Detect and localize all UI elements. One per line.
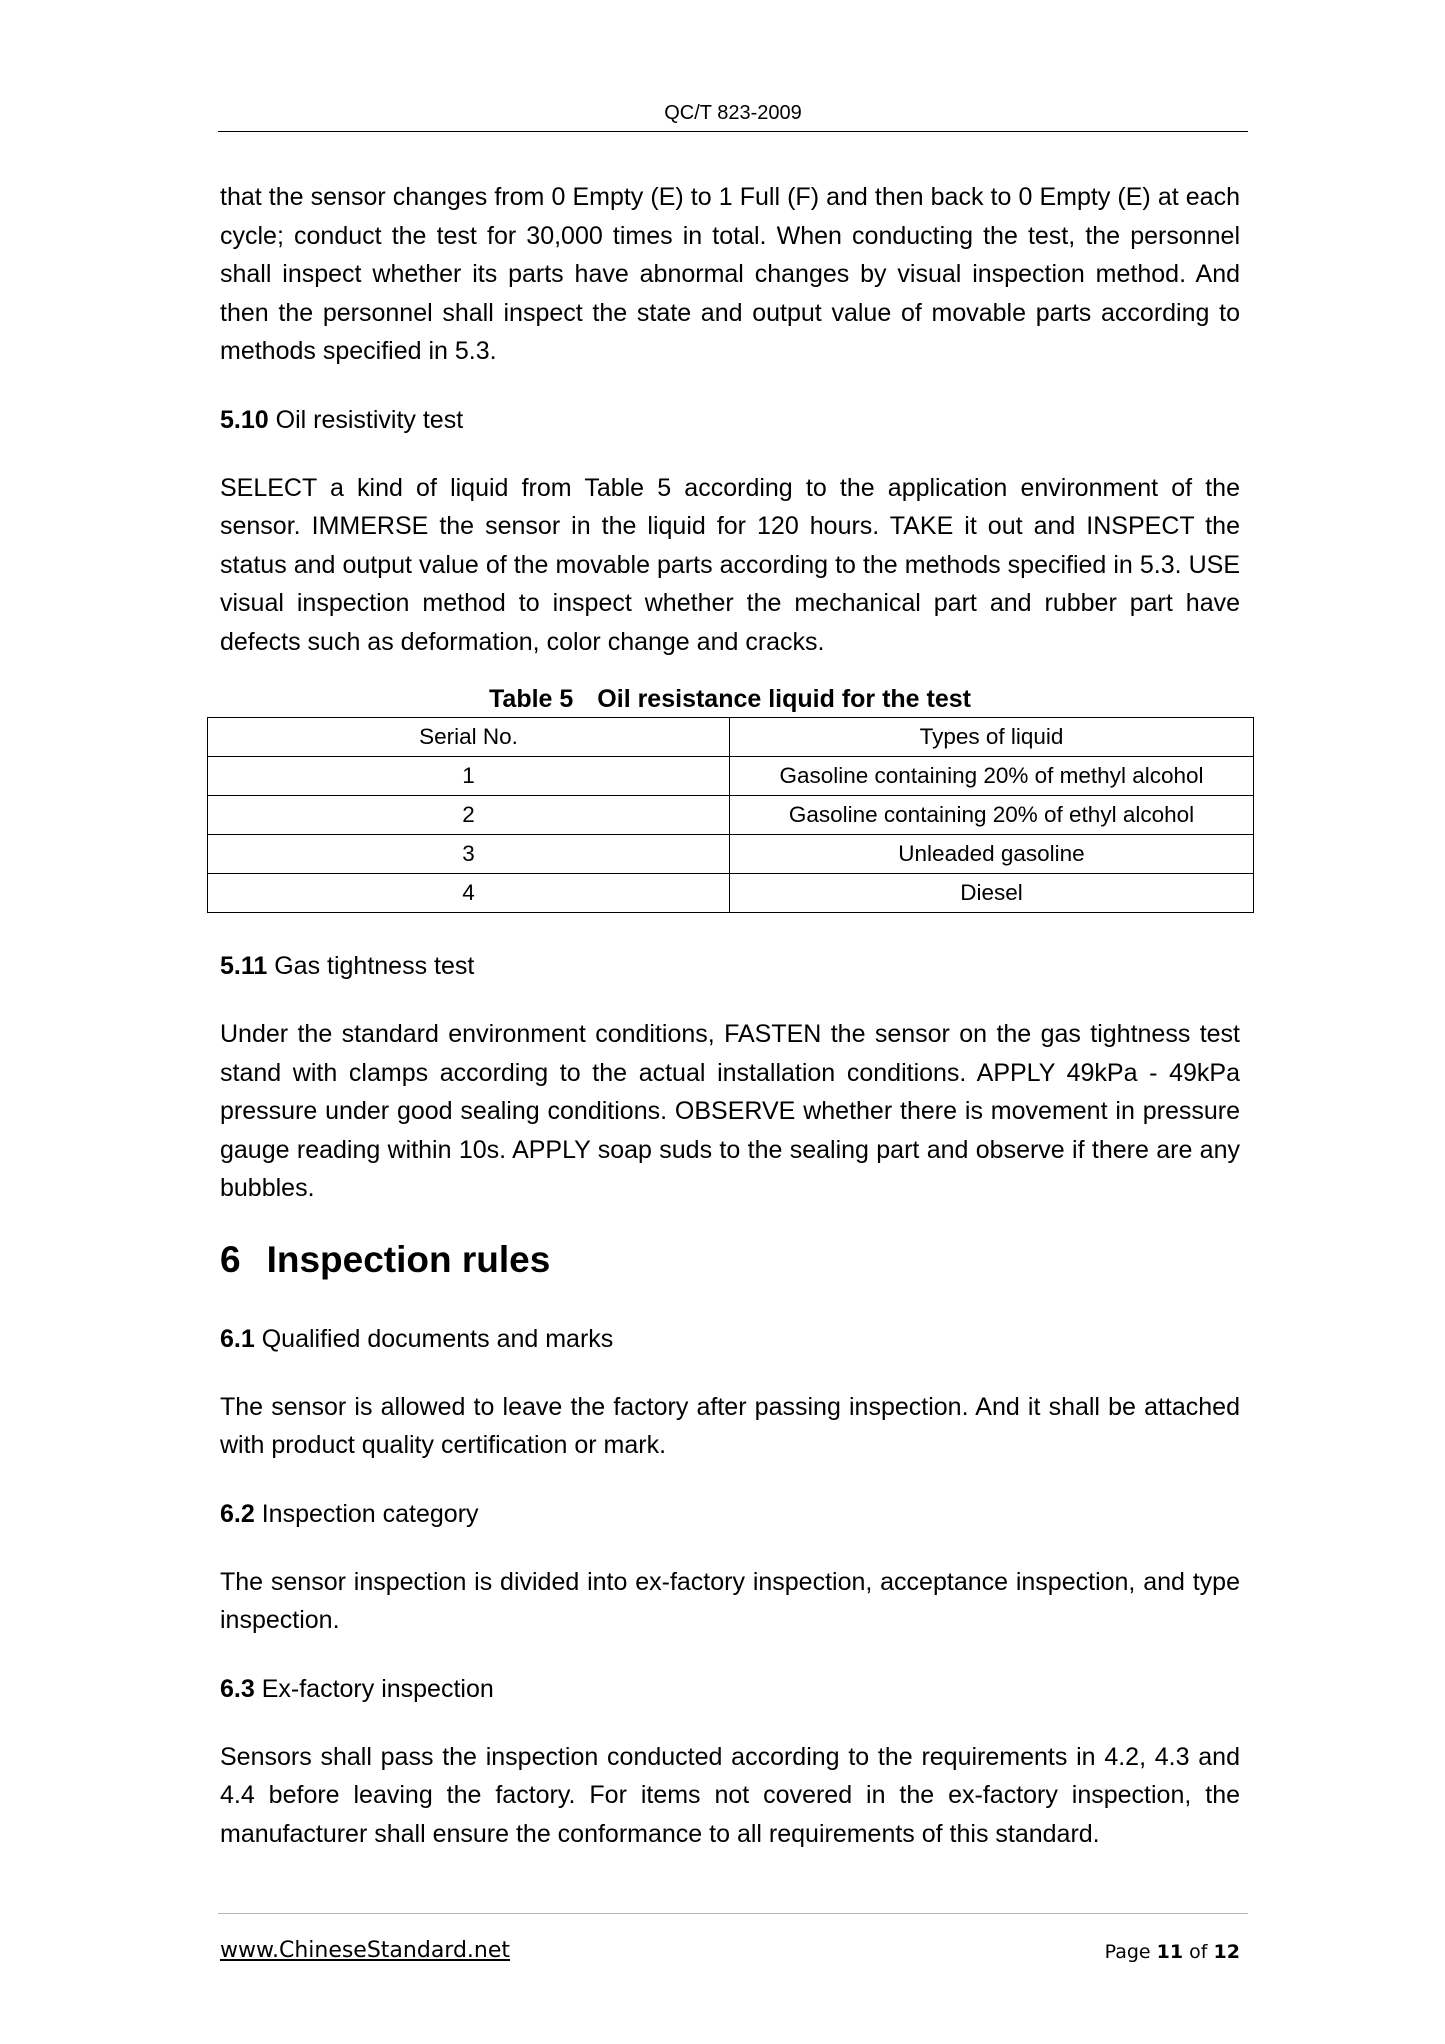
section-5-11-heading: [220, 947, 1240, 985]
liquid-cell: Unleaded gasoline: [730, 835, 1254, 874]
column-header-liquid: Types of liquid: [730, 718, 1254, 757]
chapter-title: Inspection rules: [266, 1238, 551, 1280]
document-code: QC/T 823-2009: [664, 102, 802, 124]
section-6-2-body: The sensor inspection is divided into ex-factory inspection, acceptance inspection, and type inspection.: [220, 1567, 1240, 1634]
oil-resistance-table: [207, 717, 1254, 913]
section-5-10-heading: [220, 401, 1240, 439]
serial-cell: 3: [208, 835, 730, 874]
section-5-11-body: Under the standard environment conditions, FASTEN the sensor on the gas tightness test stand with clamps according to the actual installation conditions. APPLY 49kPa - 49kPa pressure under good sealing conditions. OBSERVE whether there is movement in pressure gauge reading within 10s. APPLY soap suds to the sealing part and observe if there are any bubbles.: [220, 1020, 1240, 1202]
section-number: 5.10: [220, 405, 269, 434]
section-6-2-heading: [220, 1495, 1240, 1533]
section-5-10-body: SELECT a kind of liquid from Table 5 according to the application environment of the sensor. IMMERSE the sensor in the liquid for 120 hours. TAKE it out and INSPECT the status and output value of the movable parts according to the methods specified in 5.3. USE visual inspection method to inspect whether the mechanical part and rubber part have defects such as deformation, color change and cracks.: [220, 473, 1240, 656]
table-row: [208, 874, 1254, 913]
table-header-row: [208, 718, 1254, 757]
page-indicator: [1105, 1940, 1240, 1964]
chapter-number: 6: [220, 1238, 241, 1280]
website-link[interactable]: www.ChineseStandard.net: [220, 1938, 511, 1963]
section-number: 5.11: [220, 952, 268, 980]
section-6-3-heading: [220, 1670, 1240, 1708]
section-number: 6.3: [220, 1674, 255, 1703]
liquid-cell: Gasoline containing 20% of ethyl alcohol: [730, 796, 1254, 835]
section-number: 6.2: [220, 1499, 255, 1528]
serial-cell: 4: [208, 874, 730, 913]
section-6-1-heading: [220, 1320, 1240, 1358]
liquid-cell: Gasoline containing 20% of methyl alcohol: [730, 757, 1254, 796]
chapter-6-heading: [220, 1238, 1240, 1282]
intro-paragraph: that the sensor changes from 0 Empty (E) to 1 Full (F) and then back to 0 Empty (E) at each cycle; conduct the test for 30,000 times in total. When conducting the test, the personnel shall inspect whether its parts have abnormal changes by visual inspection method. And then the personnel shall inspect the state and output value of movable parts according to methods specified in 5.3.: [220, 183, 1240, 365]
serial-cell: 1: [208, 757, 730, 796]
table-row: [208, 757, 1254, 796]
section-title: Qualified documents and marks: [261, 1324, 614, 1353]
table-title: Oil resistance liquid for the test: [597, 685, 971, 713]
section-6-3-body: Sensors shall pass the inspection conducted according to the requirements in 4.2, 4.3 and 4.4 before leaving the factory. For items not covered in the ex-factory inspection, the manufacturer shall ensure the conformance to all requirements of this standard.: [220, 1742, 1240, 1848]
table-row: [208, 835, 1254, 874]
page-total: 12: [1213, 1941, 1240, 1963]
section-title: Ex-factory inspection: [261, 1674, 494, 1703]
section-number: 6.1: [220, 1324, 255, 1353]
header-divider: [218, 131, 1248, 132]
liquid-cell: Diesel: [730, 874, 1254, 913]
section-title: Inspection category: [261, 1499, 479, 1528]
page-content: [220, 178, 1240, 1883]
table-5-caption: [220, 681, 1240, 717]
column-header-serial: Serial No.: [208, 718, 730, 757]
page-prefix: Page: [1104, 1941, 1151, 1963]
section-title: Oil resistivity test: [275, 405, 464, 434]
page-current: 11: [1156, 1941, 1184, 1963]
serial-cell: 2: [208, 796, 730, 835]
table-label: Table 5: [489, 685, 574, 713]
footer-divider: [218, 1913, 1248, 1914]
section-6-1-body: The sensor is allowed to leave the factory after passing inspection. And it shall be attached with product quality certification or mark.: [220, 1392, 1240, 1459]
table-row: [208, 796, 1254, 835]
page-of: of: [1189, 1941, 1208, 1963]
page-header: [218, 101, 1248, 125]
section-title: Gas tightness test: [274, 952, 475, 980]
